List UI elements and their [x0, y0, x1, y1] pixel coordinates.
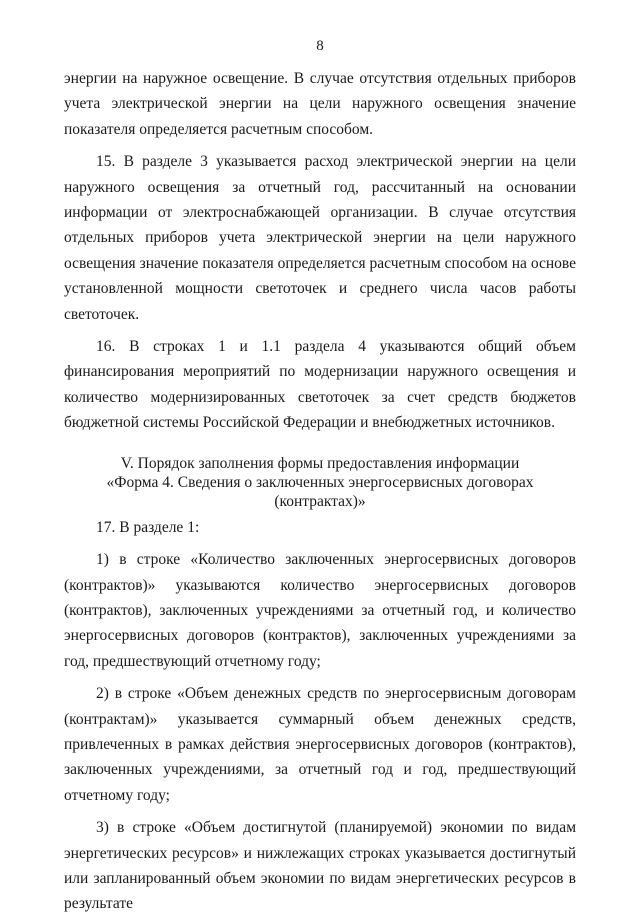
- paragraph-17-item-2: 2) в строке «Объем денежных средств по энергосервисным договорам (контрактам)» указывается суммарный объем денежных средств, привлеченных в рамках действия энергосервисных договоров (контрактов), заключенных учреждениями, за отчетный год и год, предшествующий отчетному году;: [64, 685, 576, 804]
- paragraph-15: 15. В разделе 3 указывается расход электрической энергии на цели наружного освещения за отчетный год, рассчитанный на основании информации от электроснабжающей организации. В случае отсутствия отдельных приборов учета электрической энергии на цели наружного освещения значение показателя определяется расчетным способом на основе установленной мощности светоточек и среднего числа часов работы светоточек.: [64, 153, 576, 323]
- document-body: [64, 66, 576, 924]
- paragraph-17: 17. В разделе 1:: [96, 518, 200, 536]
- section-heading: [64, 454, 576, 511]
- section-heading-line-2: «Форма 4. Сведения о заключенных энергосервисных договорах (контрактах)»: [106, 473, 534, 510]
- paragraph-17-item-1: 1) в строке «Количество заключенных энергосервисных договоров (контрактов)» указываются количество энергосервисных договоров (контрактов), заключенных учреждениями за отчетный год, и количество энергосервисных договоров (контрактов), заключенных учреждениями за год, предшествующий отчетному году;: [64, 551, 576, 670]
- section-heading-line-1: V. Порядок заполнения формы предоставления информации: [120, 454, 520, 472]
- paragraph-17-item-3: 3) в строке «Объем достигнутой (планируемой) экономии по видам энергетических ресурсов» и нижлежащих строках указывается достигнутый или запланированный объем экономии по видам энергетических ресурсов в результате: [64, 819, 576, 913]
- paragraph-continuation: энергии на наружное освещение. В случае отсутствия отдельных приборов учета электрической энергии на цели наружного освещения значение показателя определяется расчетным способом.: [64, 70, 576, 138]
- paragraph-16: 16. В строках 1 и 1.1 раздела 4 указываются общий объем финансирования мероприятий по модернизации наружного освещения и количество модернизированных светоточек за счет средств бюджетов бюджетной системы Российской Федерации и внебюджетных источников.: [64, 338, 576, 432]
- page-number: 8: [316, 38, 324, 54]
